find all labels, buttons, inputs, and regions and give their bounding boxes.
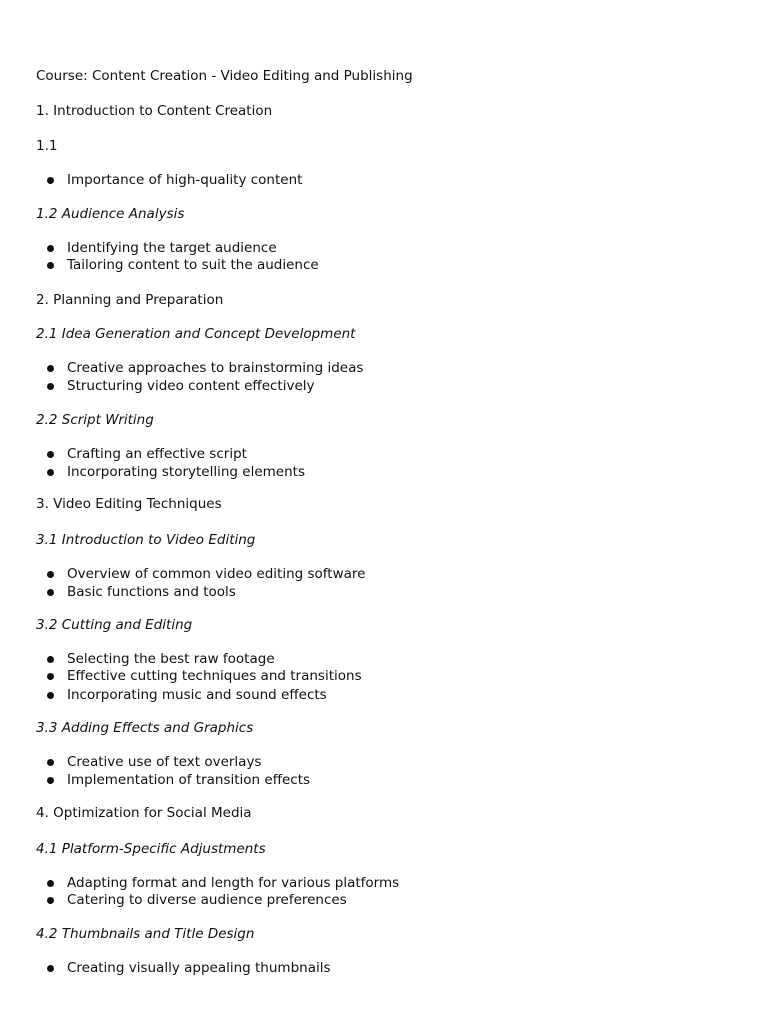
list-item-text: Tailoring content to suit the audience bbox=[67, 257, 319, 273]
bullet-icon bbox=[47, 383, 54, 390]
section-heading-1: 1. Introduction to Content Creation bbox=[36, 103, 273, 119]
list-item-text: Creative approaches to brainstorming ideas bbox=[67, 360, 364, 376]
subsection-heading-3-3: 3.3 Adding Effects and Graphics bbox=[36, 720, 254, 736]
subsection-heading-4-2: 4.2 Thumbnails and Title Design bbox=[36, 926, 255, 942]
subsection-heading-3-1: 3.1 Introduction to Video Editing bbox=[36, 532, 256, 548]
list-item-text: Selecting the best raw footage bbox=[67, 651, 275, 667]
subsection-heading-2-1: 2.1 Idea Generation and Concept Development bbox=[36, 326, 356, 342]
bullet-icon bbox=[47, 571, 54, 578]
subsection-heading-2-2: 2.2 Script Writing bbox=[36, 412, 154, 428]
list-item-text: Identifying the target audience bbox=[67, 240, 277, 256]
list-item-text: Importance of high-quality content bbox=[67, 172, 303, 188]
bullet-icon bbox=[47, 692, 54, 699]
bullet-icon bbox=[47, 880, 54, 887]
bullet-icon bbox=[47, 759, 54, 766]
course-title: Course: Content Creation - Video Editing and Publishing bbox=[36, 68, 413, 84]
list-item-text: Incorporating storytelling elements bbox=[67, 464, 305, 480]
section-heading-4: 4. Optimization for Social Media bbox=[36, 805, 252, 821]
list-item-text: Incorporating music and sound effects bbox=[67, 687, 327, 703]
bullet-icon bbox=[47, 897, 54, 904]
bullet-icon bbox=[47, 262, 54, 269]
list-item-text: Structuring video content effectively bbox=[67, 378, 315, 394]
section-heading-2: 2. Planning and Preparation bbox=[36, 292, 224, 308]
list-item-text: Creating visually appealing thumbnails bbox=[67, 960, 331, 976]
bullet-icon bbox=[47, 589, 54, 596]
list-item-text: Crafting an effective script bbox=[67, 446, 247, 462]
bullet-icon bbox=[47, 245, 54, 252]
list-item-text: Catering to diverse audience preferences bbox=[67, 892, 347, 908]
list-item-text: Implementation of transition effects bbox=[67, 772, 311, 788]
bullet-icon bbox=[47, 365, 54, 372]
bullet-icon bbox=[47, 656, 54, 663]
subsection-heading-1-1: 1.1 bbox=[36, 138, 58, 154]
subsection-heading-3-2: 3.2 Cutting and Editing bbox=[36, 617, 193, 633]
list-item-text: Creative use of text overlays bbox=[67, 754, 262, 770]
list-item-text: Basic functions and tools bbox=[67, 584, 236, 600]
section-heading-3: 3. Video Editing Techniques bbox=[36, 496, 222, 512]
bullet-icon bbox=[47, 673, 54, 680]
list-item-text: Effective cutting techniques and transitions bbox=[67, 668, 362, 684]
list-item-text: Adapting format and length for various platforms bbox=[67, 875, 400, 891]
bullet-icon bbox=[47, 177, 54, 184]
bullet-icon bbox=[47, 965, 54, 972]
list-item-text: Overview of common video editing software bbox=[67, 566, 366, 582]
bullet-icon bbox=[47, 777, 54, 784]
bullet-icon bbox=[47, 469, 54, 476]
subsection-heading-1-2: 1.2 Audience Analysis bbox=[36, 206, 185, 222]
bullet-icon bbox=[47, 451, 54, 458]
subsection-heading-4-1: 4.1 Platform-Specific Adjustments bbox=[36, 841, 266, 857]
